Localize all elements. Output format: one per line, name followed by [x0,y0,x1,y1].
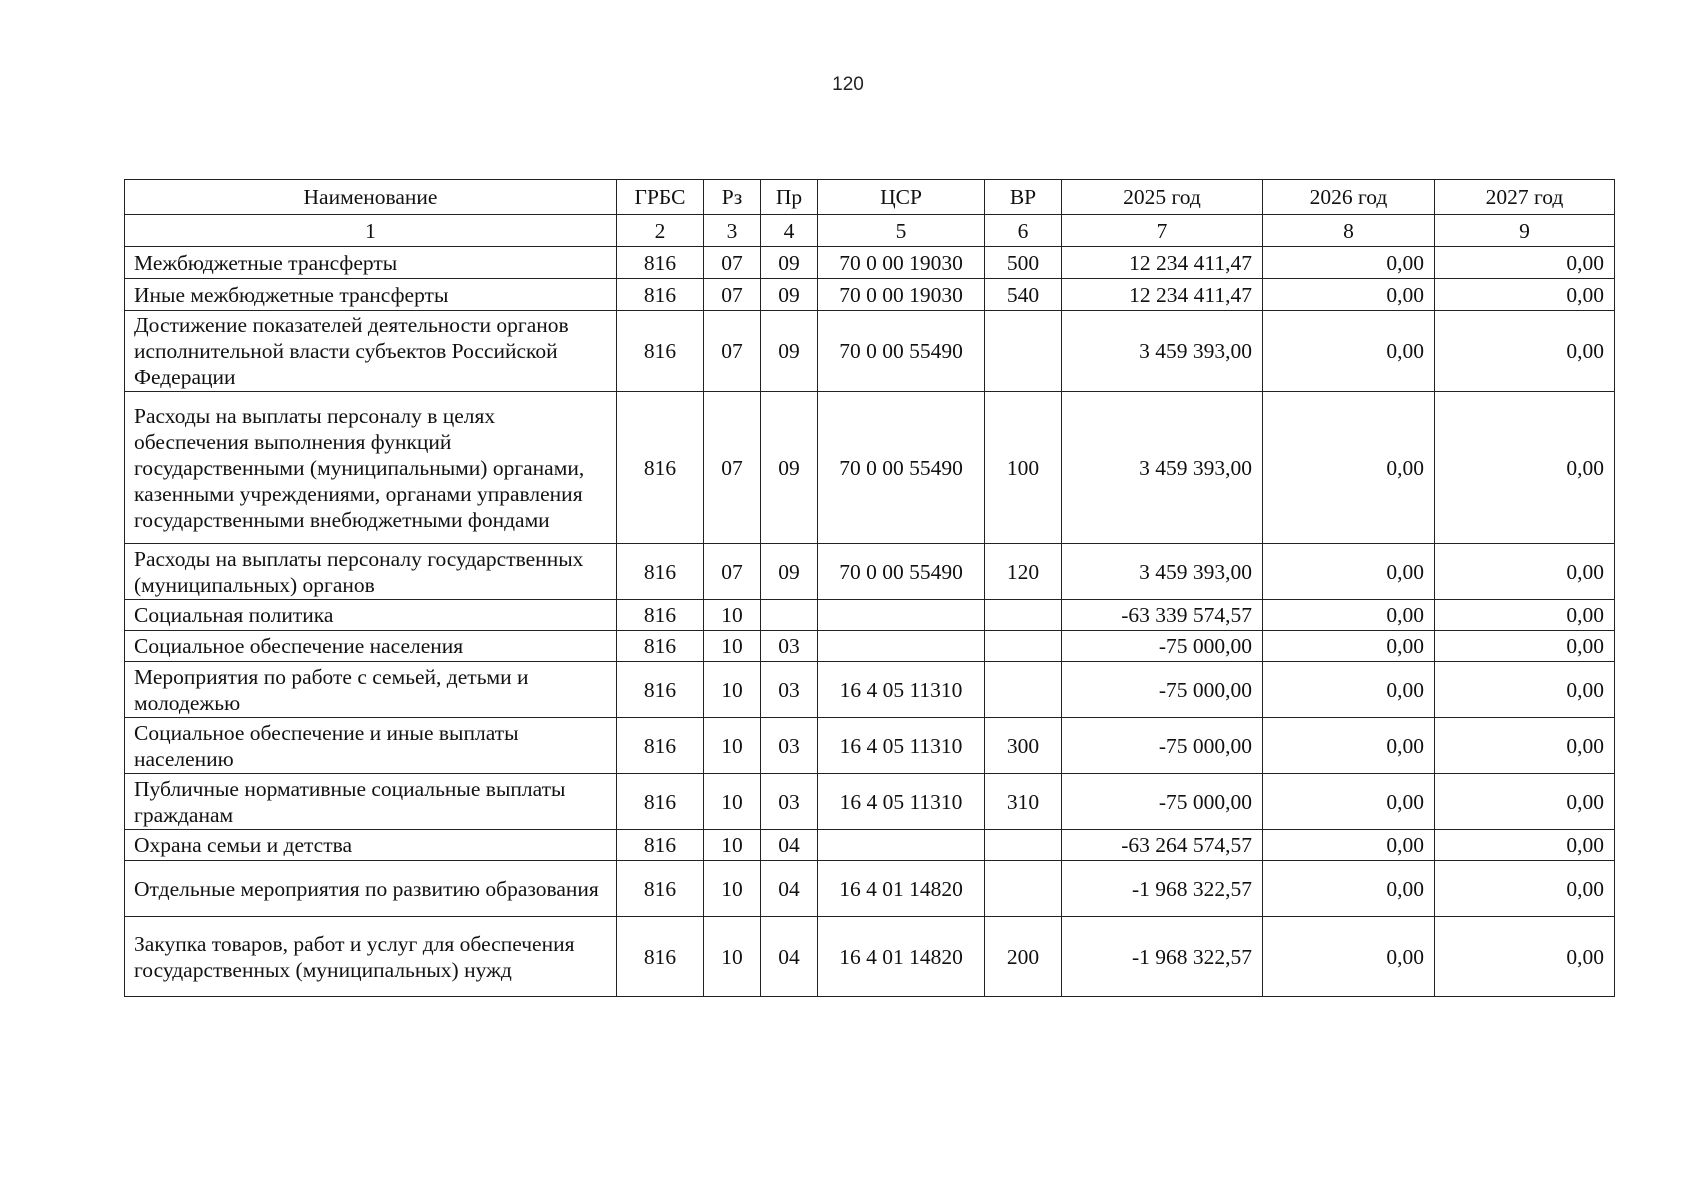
cell-2027: 0,00 [1435,600,1615,631]
cell-grbs: 816 [617,392,704,544]
cell-2026: 0,00 [1263,631,1435,662]
cell-grbs: 816 [617,917,704,997]
cell-csr: 16 4 01 14820 [818,917,985,997]
table-row [125,279,1615,311]
cell-name: Публичные нормативные социальные выплаты гражданам [125,774,617,830]
cell-2026: 0,00 [1263,830,1435,861]
header-2025: 2025 год [1062,180,1263,215]
cell-csr [818,631,985,662]
cell-csr: 70 0 00 55490 [818,392,985,544]
cell-2026: 0,00 [1263,311,1435,392]
cell-vr: 540 [985,279,1062,311]
table-row [125,774,1615,830]
table-row [125,311,1615,392]
cell-grbs: 816 [617,279,704,311]
cell-csr [818,600,985,631]
cell-grbs: 816 [617,631,704,662]
cell-name: Достижение показателей деятельности органов исполнительной власти субъектов Российской Федерации [125,311,617,392]
cell-grbs: 816 [617,311,704,392]
cell-pr: 09 [761,311,818,392]
cell-vr [985,311,1062,392]
cell-2026: 0,00 [1263,392,1435,544]
header-row [125,180,1615,215]
cell-2027: 0,00 [1435,544,1615,600]
column-index: 5 [818,215,985,247]
table-row [125,662,1615,718]
cell-2026: 0,00 [1263,718,1435,774]
cell-name: Социальное обеспечение населения [125,631,617,662]
cell-vr: 100 [985,392,1062,544]
cell-rz: 07 [704,311,761,392]
header-csr: ЦСР [818,180,985,215]
cell-2025: -1 968 322,57 [1062,861,1263,917]
column-index: 8 [1263,215,1435,247]
cell-rz: 07 [704,544,761,600]
cell-vr: 120 [985,544,1062,600]
cell-2027: 0,00 [1435,392,1615,544]
cell-csr [818,830,985,861]
cell-grbs: 816 [617,830,704,861]
cell-rz: 07 [704,247,761,279]
column-index: 9 [1435,215,1615,247]
cell-vr: 500 [985,247,1062,279]
header-pr: Пр [761,180,818,215]
cell-vr [985,861,1062,917]
cell-2025: 3 459 393,00 [1062,544,1263,600]
table-row [125,631,1615,662]
column-index: 1 [125,215,617,247]
page-number: 120 [832,74,864,95]
column-index: 3 [704,215,761,247]
cell-name: Расходы на выплаты персоналу в целях обеспечения выполнения функций государственными (муниципальными) органами, казенными учреждениями, органами управления государственными внебюджетными фондами [125,392,617,544]
header-vr: ВР [985,180,1062,215]
column-index: 4 [761,215,818,247]
header-2026: 2026 год [1263,180,1435,215]
cell-name: Иные межбюджетные трансферты [125,279,617,311]
budget-table [124,179,1615,997]
cell-csr: 16 4 05 11310 [818,774,985,830]
cell-2025: -75 000,00 [1062,631,1263,662]
cell-pr: 09 [761,392,818,544]
cell-2027: 0,00 [1435,917,1615,997]
header-grbs: ГРБС [617,180,704,215]
cell-2025: -75 000,00 [1062,662,1263,718]
cell-pr: 04 [761,917,818,997]
cell-2026: 0,00 [1263,279,1435,311]
cell-rz: 10 [704,917,761,997]
cell-2026: 0,00 [1263,600,1435,631]
cell-vr: 200 [985,917,1062,997]
cell-grbs: 816 [617,600,704,631]
cell-vr [985,600,1062,631]
table-row [125,718,1615,774]
cell-2027: 0,00 [1435,662,1615,718]
column-index: 2 [617,215,704,247]
cell-vr: 300 [985,718,1062,774]
cell-grbs: 816 [617,662,704,718]
cell-vr [985,631,1062,662]
cell-csr: 70 0 00 55490 [818,544,985,600]
cell-name: Расходы на выплаты персоналу государственных (муниципальных) органов [125,544,617,600]
cell-name: Социальное обеспечение и иные выплаты населению [125,718,617,774]
cell-rz: 10 [704,774,761,830]
column-index-row [125,215,1615,247]
cell-pr: 09 [761,544,818,600]
cell-name: Социальная политика [125,600,617,631]
cell-csr: 16 4 01 14820 [818,861,985,917]
cell-rz: 10 [704,662,761,718]
column-index: 6 [985,215,1062,247]
cell-2025: 12 234 411,47 [1062,247,1263,279]
cell-csr: 70 0 00 19030 [818,247,985,279]
cell-grbs: 816 [617,861,704,917]
cell-name: Мероприятия по работе с семьей, детьми и молодежью [125,662,617,718]
cell-2027: 0,00 [1435,247,1615,279]
cell-pr: 09 [761,247,818,279]
cell-2025: -75 000,00 [1062,718,1263,774]
cell-2025: -63 264 574,57 [1062,830,1263,861]
cell-grbs: 816 [617,718,704,774]
cell-2026: 0,00 [1263,917,1435,997]
cell-rz: 10 [704,718,761,774]
cell-2027: 0,00 [1435,311,1615,392]
cell-grbs: 816 [617,544,704,600]
cell-csr: 70 0 00 55490 [818,311,985,392]
cell-rz: 07 [704,392,761,544]
cell-rz: 07 [704,279,761,311]
cell-grbs: 816 [617,247,704,279]
cell-pr: 09 [761,279,818,311]
cell-name: Охрана семьи и детства [125,830,617,861]
table-row [125,917,1615,997]
cell-2026: 0,00 [1263,861,1435,917]
cell-grbs: 816 [617,774,704,830]
cell-2025: -63 339 574,57 [1062,600,1263,631]
cell-pr [761,600,818,631]
cell-csr: 16 4 05 11310 [818,718,985,774]
header-2027: 2027 год [1435,180,1615,215]
table-row [125,861,1615,917]
cell-name: Закупка товаров, работ и услуг для обеспечения государственных (муниципальных) нужд [125,917,617,997]
cell-name: Отдельные мероприятия по развитию образования [125,861,617,917]
cell-2025: -1 968 322,57 [1062,917,1263,997]
table-row [125,392,1615,544]
cell-rz: 10 [704,830,761,861]
table-row [125,247,1615,279]
cell-2025: -75 000,00 [1062,774,1263,830]
cell-csr: 16 4 05 11310 [818,662,985,718]
cell-2027: 0,00 [1435,631,1615,662]
cell-rz: 10 [704,631,761,662]
cell-2026: 0,00 [1263,544,1435,600]
cell-pr: 04 [761,861,818,917]
cell-rz: 10 [704,600,761,631]
cell-vr [985,662,1062,718]
cell-2027: 0,00 [1435,718,1615,774]
table-row [125,830,1615,861]
cell-pr: 03 [761,662,818,718]
cell-2026: 0,00 [1263,247,1435,279]
cell-2025: 3 459 393,00 [1062,392,1263,544]
cell-2026: 0,00 [1263,662,1435,718]
table-row [125,544,1615,600]
cell-2025: 12 234 411,47 [1062,279,1263,311]
cell-2027: 0,00 [1435,830,1615,861]
cell-2026: 0,00 [1263,774,1435,830]
cell-2025: 3 459 393,00 [1062,311,1263,392]
cell-pr: 03 [761,774,818,830]
cell-csr: 70 0 00 19030 [818,279,985,311]
cell-name: Межбюджетные трансферты [125,247,617,279]
cell-2027: 0,00 [1435,774,1615,830]
cell-rz: 10 [704,861,761,917]
cell-2027: 0,00 [1435,861,1615,917]
table-row [125,600,1615,631]
cell-pr: 04 [761,830,818,861]
header-name: Наименование [125,180,617,215]
cell-pr: 03 [761,631,818,662]
header-rz: Рз [704,180,761,215]
cell-2027: 0,00 [1435,279,1615,311]
column-index: 7 [1062,215,1263,247]
cell-vr [985,830,1062,861]
cell-pr: 03 [761,718,818,774]
cell-vr: 310 [985,774,1062,830]
